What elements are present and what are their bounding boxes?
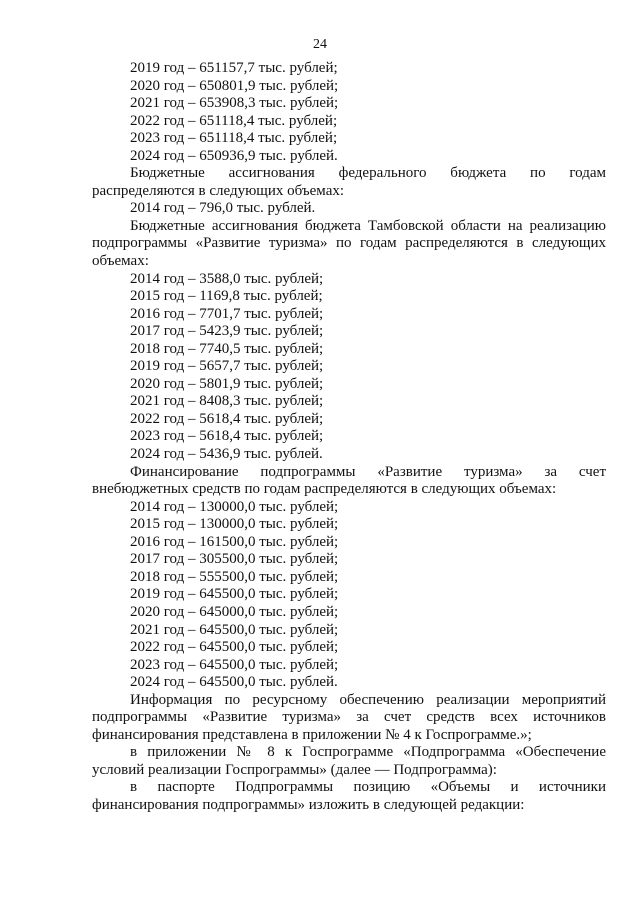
list-item: 2024 год – 650936,9 тыс. рублей.	[130, 147, 338, 164]
paragraph-line: в приложении № 8 к Госпрограмме «Подпрограмма «Обеспечение	[130, 744, 606, 761]
paragraph-line: подпрограммы «Развитие туризма» по годам распределяются в следующих	[92, 235, 606, 252]
list-item: 2024 год – 645500,0 тыс. рублей.	[130, 674, 338, 691]
paragraph-line: в паспорте Подпрограммы позицию «Объемы и источники	[130, 779, 606, 796]
list-item: 2024 год – 5436,9 тыс. рублей.	[130, 446, 323, 463]
list-item: 2018 год – 7740,5 тыс. рублей;	[130, 340, 324, 357]
document-body	[92, 60, 606, 815]
paragraph-line: Бюджетные ассигнования бюджета Тамбовской области на реализацию	[130, 217, 606, 234]
list-item: 2015 год – 1169,8 тыс. рублей;	[130, 288, 323, 305]
list-item: 2023 год – 651118,4 тыс. рублей;	[130, 130, 338, 147]
list-item: 2015 год – 130000,0 тыс. рублей;	[130, 516, 339, 533]
list-item: 2014 год – 796,0 тыс. рублей.	[130, 200, 316, 217]
list-item: 2023 год – 5618,4 тыс. рублей;	[130, 428, 324, 445]
list-item: 2016 год – 161500,0 тыс. рублей;	[130, 533, 339, 550]
list-item: 2020 год – 645000,0 тыс. рублей;	[130, 603, 339, 620]
list-item: 2021 год – 8408,3 тыс. рублей;	[130, 393, 324, 410]
list-item: 2018 год – 555500,0 тыс. рублей;	[130, 568, 339, 585]
paragraph-line: подпрограммы «Развитие туризма» за счет средств всех источников	[92, 709, 606, 726]
list-item: 2023 год – 645500,0 тыс. рублей;	[130, 656, 339, 673]
list-item: 2014 год – 130000,0 тыс. рублей;	[130, 498, 339, 515]
paragraph-line: распределяются в следующих объемах:	[92, 182, 345, 199]
list-item: 2021 год – 653908,3 тыс. рублей;	[130, 95, 339, 112]
list-item: 2019 год – 645500,0 тыс. рублей;	[130, 586, 339, 603]
list-item: 2020 год – 650801,9 тыс. рублей;	[130, 77, 339, 94]
list-item: 2022 год – 5618,4 тыс. рублей;	[130, 410, 324, 427]
list-item: 2019 год – 651157,7 тыс. рублей;	[130, 60, 338, 76]
paragraph-line: финансирования подпрограммы» изложить в следующей редакции:	[92, 796, 525, 813]
list-item: 2021 год – 645500,0 тыс. рублей;	[130, 621, 339, 638]
paragraph-line: Информация по ресурсному обеспечению реализации мероприятий	[130, 691, 606, 708]
paragraph-line: объемах:	[92, 253, 149, 270]
paragraph-line: Финансирование подпрограммы «Развитие туризма» за счет	[130, 463, 606, 480]
list-item: 2022 год – 645500,0 тыс. рублей;	[130, 639, 339, 656]
paragraph-line: условий реализации Госпрограммы» (далее — Подпрограмма):	[92, 761, 497, 778]
list-item: 2020 год – 5801,9 тыс. рублей;	[130, 375, 324, 392]
list-item: 2016 год – 7701,7 тыс. рублей;	[130, 305, 324, 322]
page-number: 24	[313, 37, 327, 52]
list-item: 2022 год – 651118,4 тыс. рублей;	[130, 112, 338, 129]
list-item: 2014 год – 3588,0 тыс. рублей;	[130, 270, 324, 287]
paragraph-line: финансирования представлена в приложении № 4 к Госпрограмме.»;	[92, 726, 532, 743]
paragraph-line: внебюджетных средств по годам распределяются в следующих объемах:	[92, 481, 557, 498]
list-item: 2019 год – 5657,7 тыс. рублей;	[130, 358, 324, 375]
paragraph-line: Бюджетные ассигнования федерального бюджета по годам	[130, 165, 606, 182]
list-item: 2017 год – 305500,0 тыс. рублей;	[130, 551, 339, 568]
list-item: 2017 год – 5423,9 тыс. рублей;	[130, 323, 324, 340]
